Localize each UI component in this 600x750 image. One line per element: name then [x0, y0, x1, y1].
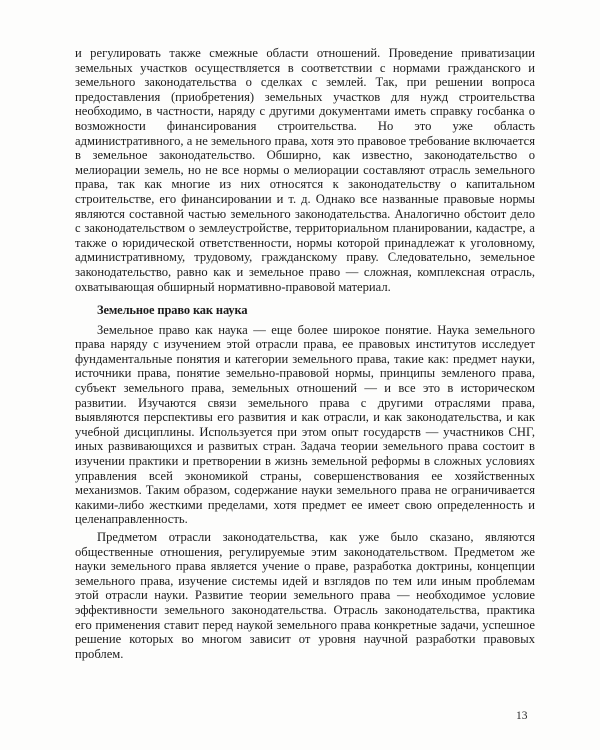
paragraph-subject: Предметом отрасли законодательства, как уже было сказано, являются общественные отношения, регулируемые этим законодательством. Предметом же науки земельного права является учение о праве, разработка доктрины, концепции земельного права, изучение системы идей и взглядов по тем или иным проблемам этой отрасли науки. Развитие теории земельного права — необходимое условие эффективности земельного законодательства. Отрасль законодательства, практика его применения ставит перед наукой земельного права конкретные задачи, успешное решение которых во многом зависит от уровня научной разработки правовых проблем. — [75, 530, 535, 661]
paragraph-continuation: и регулировать также смежные области отношений. Проведение приватизации земельных участков осуществляется в соответствии с нормами гражданского и земельного законодательства о сделках с землей. Так, при решении вопроса предоставления (приобретения) земельных участков для нужд строительства необходимо, в частности, наряду с другими документами иметь справку госбанка о возможности финансирования строительства. Но это уже область административного, а не земельного права, хотя это правовое требование включается в земельное законодательство. Обширно, как известно, законодательство о мелиорации земель, но не все нормы о мелиорации составляют отрасль земельного права, так как многие из них относятся к законодательству о капитальном строительстве, его финансировании и т. д. Однако все названные правовые нормы являются составной частью земельного законодательства. Аналогично обстоит дело с законодательством о землеустройстве, территориальном планировании, кадастре, а также о юридической ответственности, нормы которой принадлежат к уголовному, административному, трудовому, гражданскому праву. Следовательно, земельное законодательство, равно как и земельное право — сложная, комплексная отрасль, охватывающая обширный нормативно-правовой материал. — [75, 46, 535, 294]
page-number: 13 — [516, 710, 528, 722]
paragraph-science: Земельное право как наука — еще более широкое понятие. Наука земельного права наряду с изучением этой отрасли права, ее правовых институтов исследует фундаментальные понятия и категории земельного права, такие как: предмет науки, источники права, понятие земельно-правовой нормы, принципы земленого права, субъект земельного права, земельных отношений — и все это в историческом развитии. Изучаются связи земельного права с другими отраслями права, выявляются перспективы его развития и как отрасли, и как законодательства, и как учебной дисциплины. Используется при этом опыт государств — участников СНГ, иных развивающихся и развитых стран. Задача теории земельного права состоит в изучении практики и претворении в жизнь земельной реформы в сложных условиях управления всей экономикой страны, совершенствования ее хозяйственных механизмов. Таким образом, содержание науки земельного права не ограничивается какими-либо жесткими пределами, хотя предмет ее имеет свою определенность и целенаправленность. — [75, 322, 535, 527]
body-text — [75, 46, 535, 661]
section-heading: Земельное право как наука — [97, 303, 248, 318]
